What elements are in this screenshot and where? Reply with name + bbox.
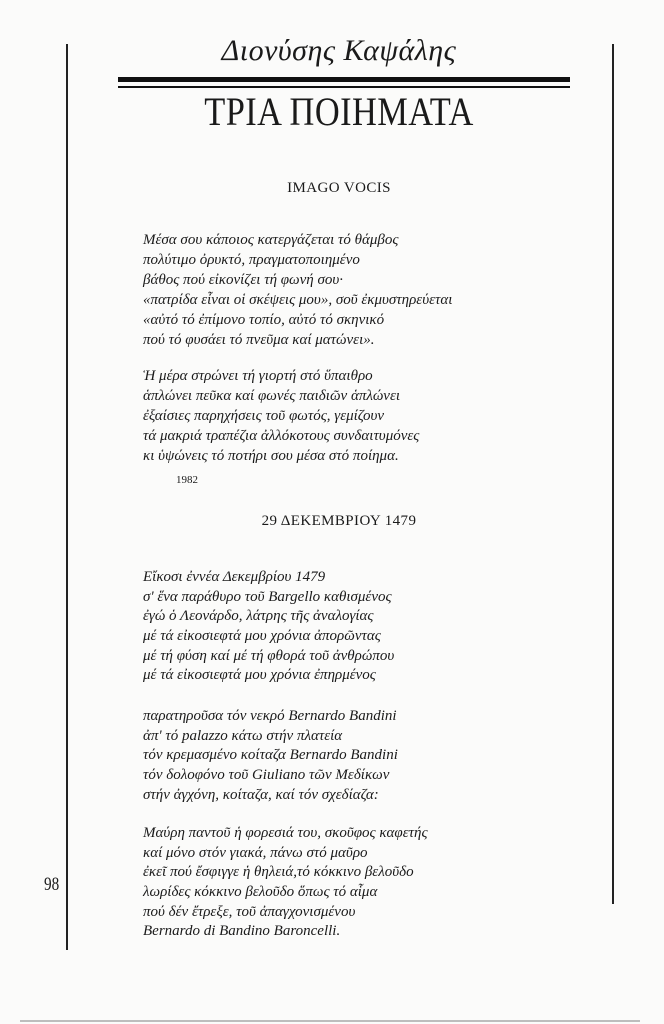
poem2-heading: 29 ΔΕΚΕΜΒΡΙΟΥ 1479 bbox=[261, 513, 417, 529]
verse-line: ἐξαίσιες παρηχήσεις τοῦ φωτός, γεμίζουν bbox=[143, 408, 385, 424]
poem1-stanza-2 bbox=[143, 366, 419, 466]
verse-line: λωρίδες κόκκινο βελοῦδο ὅπως τό αἷμα bbox=[143, 884, 378, 901]
verse-line: μέ τά εἰκοσιεφτά μου χρόνια ἀπορῶντας bbox=[143, 628, 381, 645]
verse-line: στήν ἀγχόνη, κοίταζα, καί τόν σχεδίαζα: bbox=[143, 786, 379, 803]
verse-line: μέ τά εἰκοσιεφτά μου χρόνια ἐπηρμένος bbox=[143, 667, 376, 684]
verse-line: Μέσα σου κάποιος κατεργάζεται τό θάμβος bbox=[143, 232, 399, 248]
verse-line: βάθος πού εἰκονίζει τή φωνή σου· bbox=[143, 272, 344, 288]
verse-line: τόν δολοφόνο τοῦ Giuliano τῶν Μεδίκων bbox=[143, 767, 390, 784]
right-margin-rule bbox=[612, 44, 614, 904]
verse-line: «πατρίδα εἶναι οἱ σκέψεις μου», σοῦ ἐκμυστηρεύεται bbox=[143, 292, 453, 308]
verse-line: πού δέν ἔτρεξε, τοῦ ἀπαγχονισμένου bbox=[143, 903, 356, 920]
verse-line: παρατηροῦσα τόν νεκρό Bernardo Bandini bbox=[143, 708, 397, 724]
verse-line: σ' ἕνα παράθυρο τοῦ Bargello καθισμένος bbox=[143, 588, 392, 605]
verse-line: κι ὑψώνεις τό ποτήρι σου μέσα στό ποίημα. bbox=[143, 448, 399, 464]
poem1-stanza-1 bbox=[143, 230, 452, 350]
verse-line: Εἴκοσι ἐννέα Δεκεμβρίου 1479 bbox=[143, 569, 326, 585]
poem2-stanza-1 bbox=[143, 568, 394, 686]
page-title: ΤΡΙΑ ΠΟΙΗΜΑΤΑ bbox=[204, 89, 474, 134]
verse-line: ἐκεῖ πού ἔσφιγγε ἡ θηλειά,τό κόκκινο βελοῦδο bbox=[143, 864, 414, 881]
verse-line: μέ τή φύση καί μέ τή φθορά τοῦ ἀνθρώπου bbox=[143, 647, 395, 664]
page-number: 98 bbox=[44, 874, 60, 895]
verse-line: «αὐτό τό ἐπίμονο τοπίο, αὐτό τό σκηνικό bbox=[143, 312, 385, 328]
verse-line: ἁπλώνει πεῦκα καί φωνές παιδιῶν ἁπλώνει bbox=[143, 388, 401, 404]
poem2-stanza-3 bbox=[143, 824, 428, 942]
verse-line: Μαύρη παντοῦ ἡ φορεσιά του, σκοῦφος καφετής bbox=[143, 825, 428, 841]
verse-line: ἐγώ ὁ Λεονάρδο, λάτρης τῆς ἀναλογίας bbox=[143, 608, 374, 625]
verse-line: Bernardo di Bandino Baroncelli. bbox=[143, 923, 341, 940]
author-name: Διονύσης Καψάλης bbox=[221, 34, 457, 67]
poem2-stanza-2 bbox=[143, 707, 398, 805]
poem1-year: 1982 bbox=[176, 474, 198, 486]
verse-line: ἀπ' τό palazzo κάτω στήν πλατεία bbox=[143, 727, 343, 744]
verse-line: τά μακριά τραπέζια ἀλλόκοτους συνδαιτυμόνες bbox=[143, 428, 420, 444]
bottom-scan-edge bbox=[20, 1020, 640, 1022]
verse-line: τόν κρεμασμένο κοίταζα Bernardo Bandini bbox=[143, 747, 398, 764]
verse-line: καί μόνο στόν γιακά, πάνω στό μαῦρο bbox=[143, 844, 368, 861]
poem1-heading: IMAGO VOCIS bbox=[287, 180, 391, 196]
verse-line: πού τό φυσάει τό πνεῦμα καί ματώνει». bbox=[143, 332, 375, 348]
verse-line: Ἡ μέρα στρώνει τή γιορτή στό ὕπαιθρο bbox=[143, 368, 373, 384]
header-rule-thick bbox=[118, 77, 570, 82]
verse-line: πολύτιμο ὀρυκτό, πραγματοποιημένο bbox=[143, 252, 360, 268]
